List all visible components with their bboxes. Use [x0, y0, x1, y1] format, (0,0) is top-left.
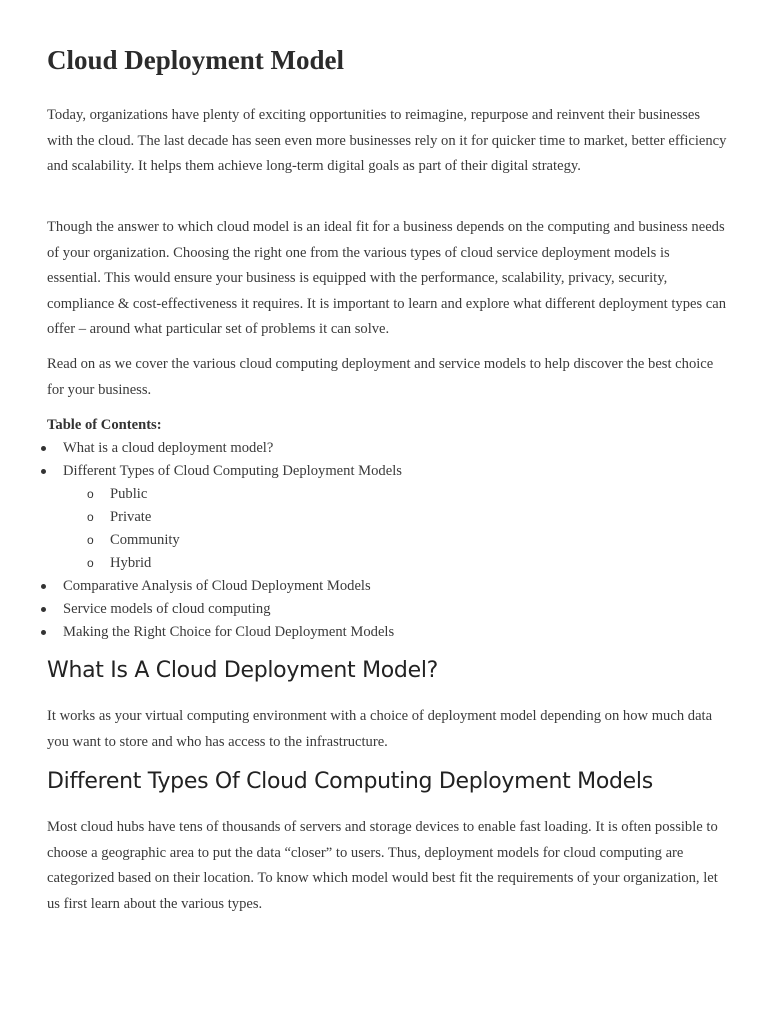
- page-title: Cloud Deployment Model: [47, 45, 344, 75]
- toc-heading: Table of Contents:: [47, 417, 162, 433]
- bullet-icon: [41, 469, 46, 474]
- circle-bullet-icon: o: [87, 556, 94, 570]
- circle-bullet-icon: o: [87, 487, 94, 501]
- section-types-body: Most cloud hubs have tens of thousands of servers and storage devices to enable fast loading. It is often possible to choose a geographic area to put the data “closer” to users. Thus, deployment models for cloud computing are categorized based on their location. To know which model would best fit the requirements of your organization, let us first learn about the various types.: [47, 819, 718, 912]
- intro-paragraph-1: Today, organizations have plenty of exciting opportunities to reimagine, repurpose and reinvent their businesses with the cloud. The last decade has seen even more businesses rely on it for quicker time to market, better efficiency and scalability. It helps them achieve long-term digital goals as part of their digital strategy.: [47, 107, 727, 175]
- toc-item-types[interactable]: Different Types of Cloud Computing Deployment Models: [63, 463, 402, 479]
- toc-subitem-private[interactable]: Private: [110, 509, 152, 525]
- toc-item-comparative[interactable]: Comparative Analysis of Cloud Deployment Models: [63, 578, 371, 594]
- toc-subitem-community[interactable]: Community: [110, 532, 180, 548]
- toc-subitem-hybrid[interactable]: Hybrid: [110, 555, 152, 571]
- toc-item-service-models[interactable]: Service models of cloud computing: [63, 601, 271, 617]
- bullet-icon: [41, 446, 46, 451]
- bullet-icon: [41, 584, 46, 589]
- circle-bullet-icon: o: [87, 510, 94, 524]
- bullet-icon: [41, 630, 46, 635]
- intro-paragraph-3: Read on as we cover the various cloud computing deployment and service models to help discover the best choice for your business.: [47, 356, 714, 398]
- toc-item-right-choice[interactable]: Making the Right Choice for Cloud Deployment Models: [63, 624, 395, 640]
- section-what-is-body: It works as your virtual computing environment with a choice of deployment model depending on how much data you want to store and who has access to the infrastructure.: [47, 708, 713, 750]
- section-heading-what-is: What Is A Cloud Deployment Model?: [47, 658, 439, 683]
- intro-paragraph-2: Though the answer to which cloud model is an ideal fit for a business depends on the computing and business needs of your organization. Choosing the right one from the various types of cloud service deployment models is essential. This would ensure your business is equipped with the performance, scalability, privacy, security, compliance & cost-effectiveness it requires. It is important to learn and explore what different deployment types can offer – around what particular set of problems it can solve.: [47, 219, 727, 338]
- toc-subitem-public[interactable]: Public: [110, 486, 148, 502]
- toc-item-what-is[interactable]: What is a cloud deployment model?: [63, 440, 274, 456]
- bullet-icon: [41, 607, 46, 612]
- circle-bullet-icon: o: [87, 533, 94, 547]
- section-heading-types: Different Types Of Cloud Computing Deployment Models: [47, 769, 653, 794]
